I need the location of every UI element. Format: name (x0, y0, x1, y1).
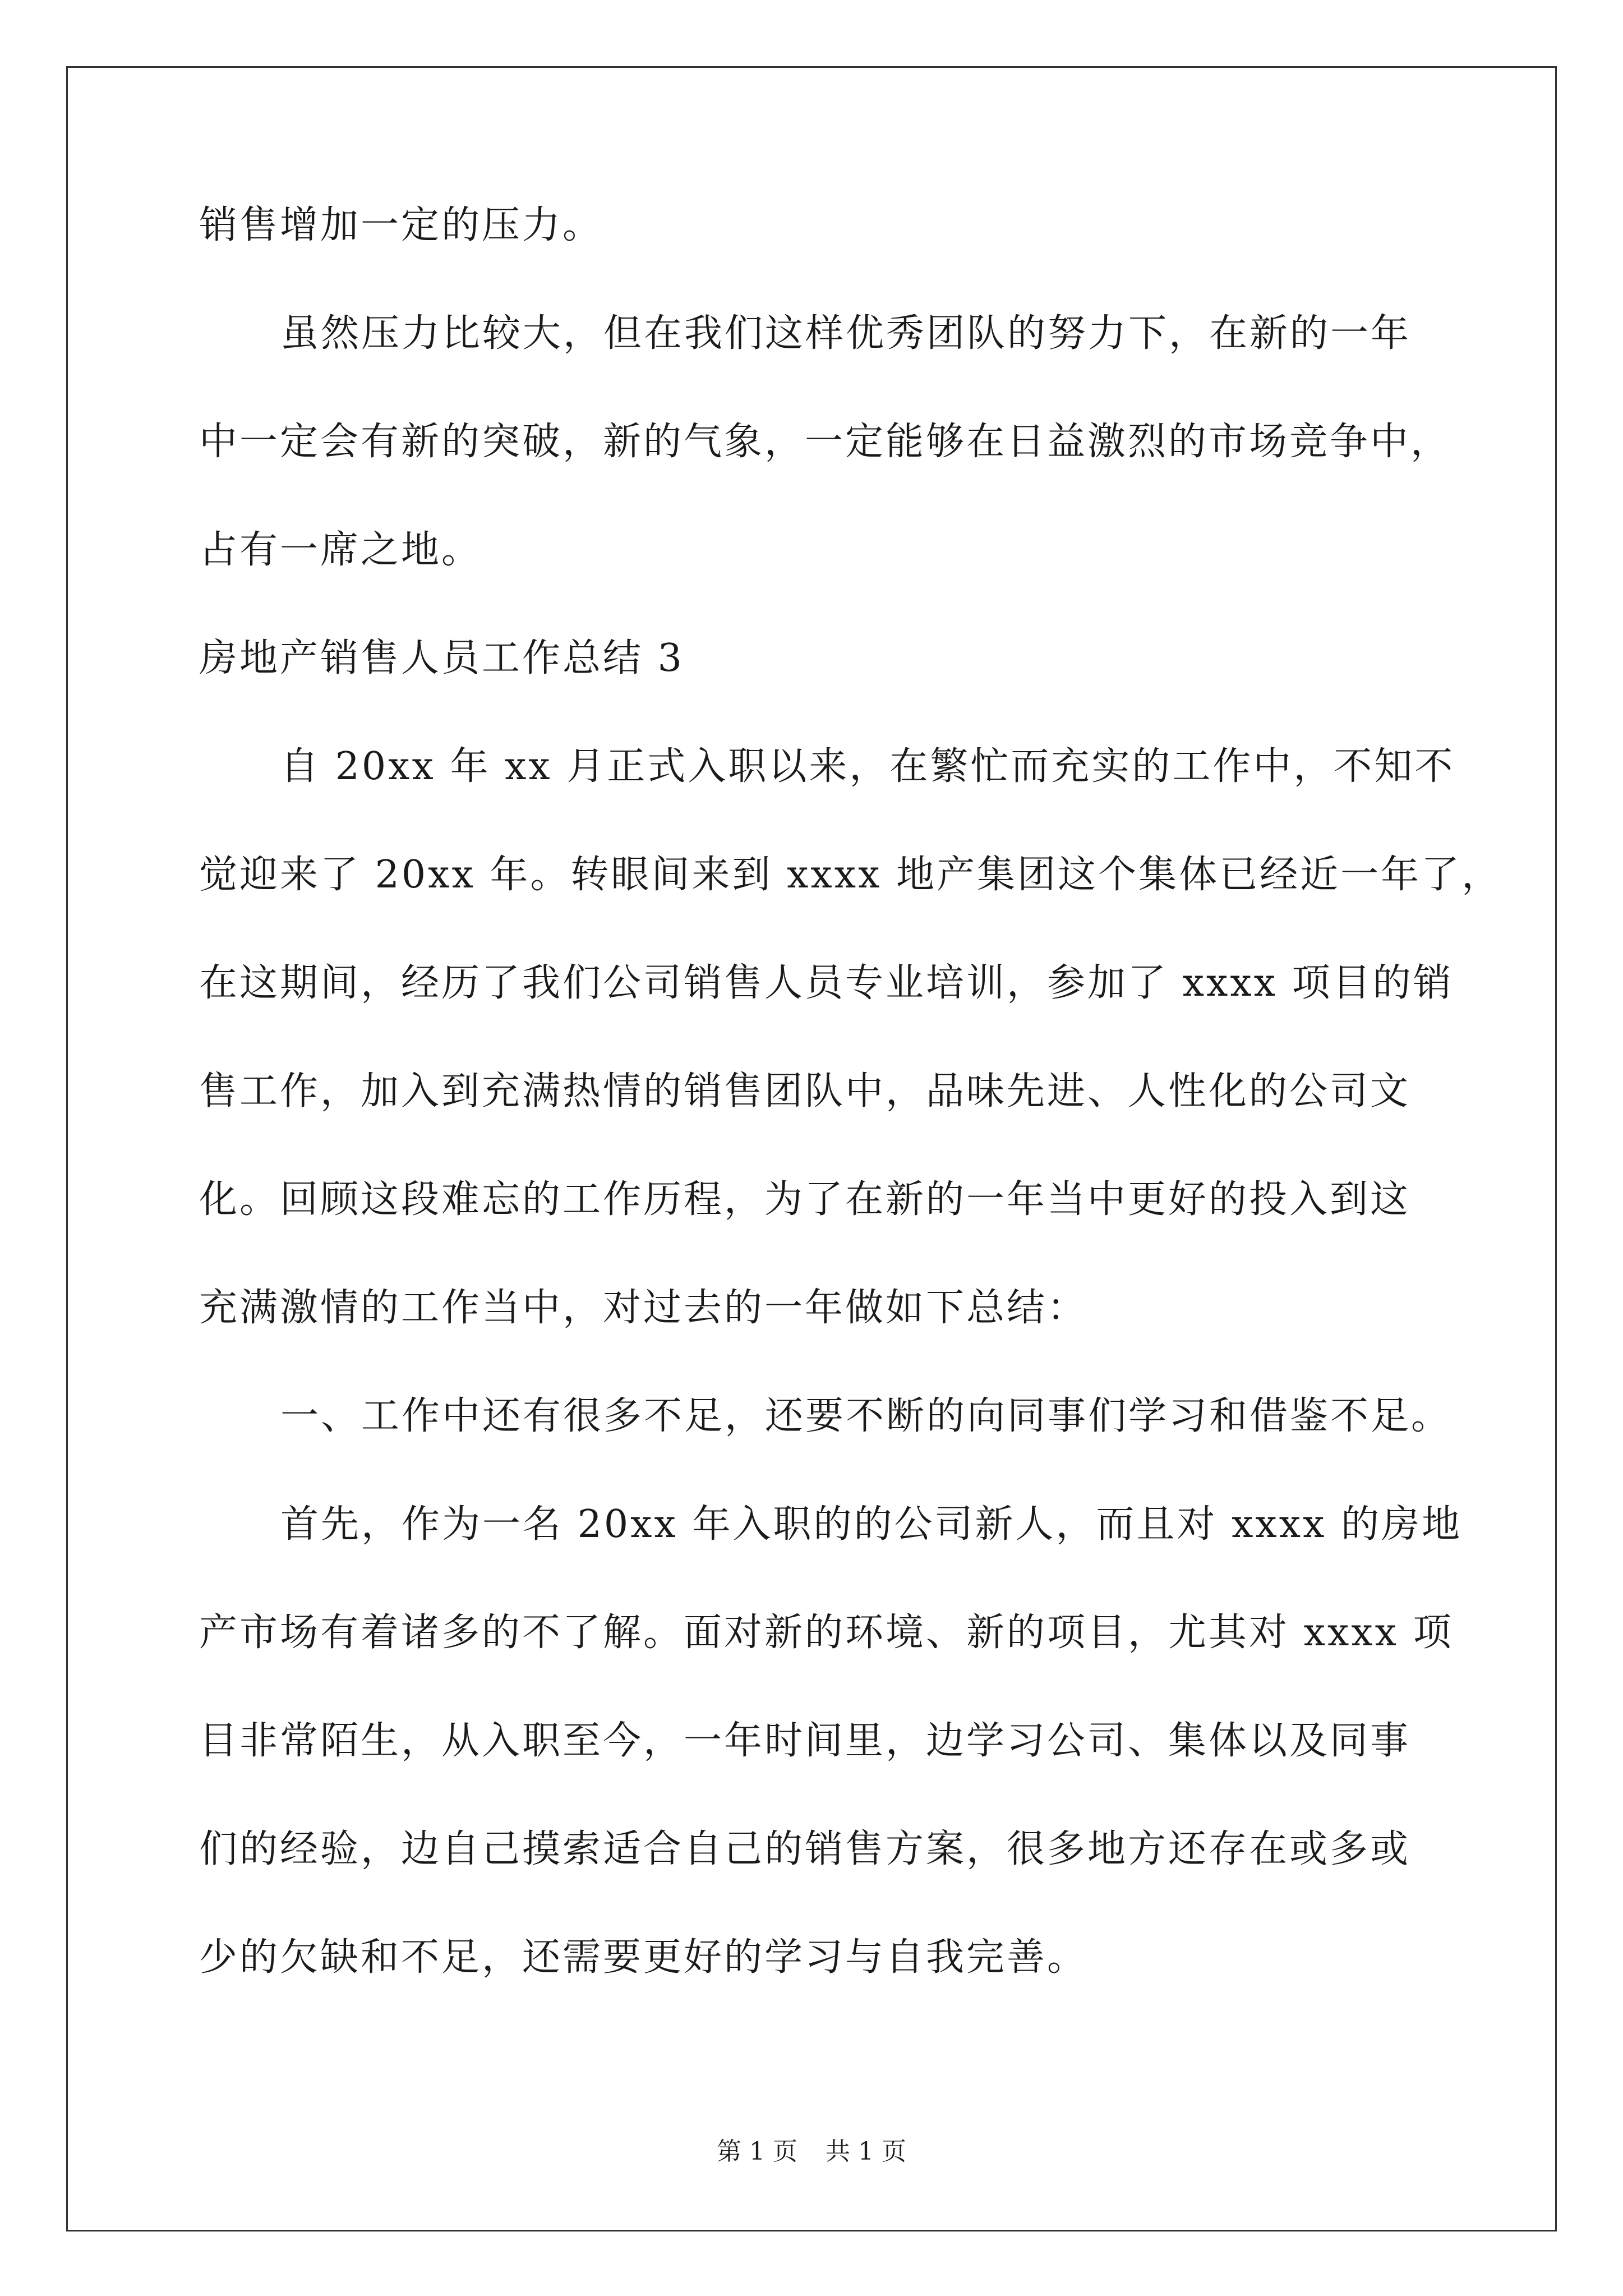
paragraph-line: 虽然压力比较大，但在我们这样优秀团队的努力下，在新的一年 (280, 311, 1412, 356)
paragraph-line: 自 20xx 年 xx 月正式入职以来，在繁忙而充实的工作中，不知不 (280, 744, 1455, 789)
page-footer (0, 2139, 1623, 2164)
document-body (199, 203, 1502, 2047)
paragraph-line: 中一定会有新的突破，新的气象，一定能够在日益激烈的市场竞争中， (199, 420, 1451, 464)
paragraph-line: 充满激情的工作当中，对过去的一年做如下总结： (199, 1286, 1088, 1330)
paragraph-line: 首先，作为一名 20xx 年入职的的公司新人，而且对 xxxx 的房地 (280, 1502, 1463, 1547)
paragraph-line: 售工作，加入到充满热情的销售团队中，品味先进、人性化的公司文 (199, 1069, 1411, 1114)
paragraph-line: 少的欠缺和不足，还需要更好的学习与自我完善。 (199, 1935, 1088, 1980)
paragraph-line: 目非常陌生，从入职至今，一年时间里，边学习公司、集体以及同事 (199, 1719, 1411, 1763)
paragraph-line: 们的经验，边自己摸索适合自己的销售方案，很多地方还存在或多或 (199, 1827, 1411, 1871)
paragraph-line: 产市场有着诸多的不了解。面对新的环境、新的项目，尤其对 xxxx 项 (199, 1611, 1454, 1655)
paragraph-line: 占有一席之地。 (199, 528, 482, 572)
paragraph-line: 化。回顾这段难忘的工作历程，为了在新的一年当中更好的投入到这 (199, 1177, 1411, 1222)
paragraph-line: 销售增加一定的压力。 (199, 203, 603, 247)
subheading-line: 一、工作中还有很多不足，还要不断的向同事们学习和借鉴不足。 (280, 1394, 1452, 1438)
section-heading: 房地产销售人员工作总结 3 (199, 636, 684, 680)
paragraph-line: 觉迎来了 20xx 年。转眼间来到 xxxx 地产集团这个集体已经近一年了， (199, 853, 1502, 897)
paragraph-line: 在这期间，经历了我们公司销售人员专业培训，参加了 xxxx 项目的销 (199, 961, 1454, 1005)
page-count: 共 1 页 (826, 2137, 906, 2166)
page-number: 第 1 页 (717, 2137, 797, 2166)
